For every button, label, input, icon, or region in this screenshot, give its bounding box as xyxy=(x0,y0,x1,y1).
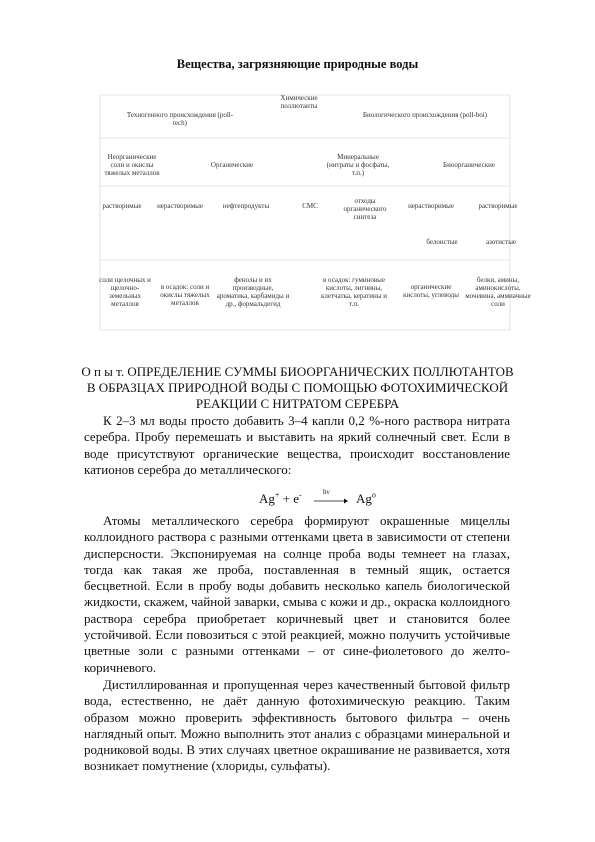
diagram-level1-tech: Техногенного происхождения (poll-tech) xyxy=(126,111,234,127)
ag-metal-symbol: Ag xyxy=(356,491,372,506)
diagram-level3-sms: СМС xyxy=(302,202,318,210)
diagram-leaf-phenols: фенолы и их производные, ароматика, карбамиды и др., формальдегид xyxy=(216,276,290,308)
reaction-arrow-icon xyxy=(314,497,348,505)
diagram-level4-protein: белоистые xyxy=(426,238,458,246)
diagram-level1-bio: Биологического происхождения (poll-boi) xyxy=(362,111,488,119)
diagram-level3-bio-soluble: растворимые xyxy=(478,202,518,210)
diagram-level3-petroleum: нефтепродукты xyxy=(222,202,270,210)
experiment-paragraph-3 xyxy=(84,677,510,775)
reaction-equation xyxy=(0,489,595,509)
diagram-root: Химические поллютанты xyxy=(280,94,318,110)
diagram-leaf-proteins-amines: белки, амины, аминокислоты, мочевина, аммиачные соли xyxy=(465,276,531,308)
diagram-leaf-organic-acids: органические кислоты, углеводы xyxy=(403,283,459,299)
ag-cation-charge: + xyxy=(274,490,280,500)
diagram-level2-bioorganic: Биоорганические xyxy=(443,161,495,169)
diagram-level2-inorganic: Неорганические соли и окислы тяжелых металлов xyxy=(104,153,160,177)
equation-right-side xyxy=(356,491,376,507)
experiment-heading: О п ы т. ОПРЕДЕЛЕНИЕ СУММЫ БИООРГАНИЧЕСКИХ ПОЛЛЮТАНТОВ В ОБРАЗЦАХ ПРИРОДНОЙ ВОДЫ С ПОМОЩЬЮ ФОТОХИМИЧЕСКОЙ РЕАКЦИИ С НИТРАТОМ СЕРЕБРА xyxy=(81,364,514,411)
diagram-level3-insoluble: нерастворимые xyxy=(157,202,203,210)
paragraph-2-text: Атомы металлического серебра формируют окрашенные мицеллы коллоидного раствора с разными оттенками цвета в зависимости от степени дисперсности. Экспонируемая на солнце проба воды темнеет на глазах, тогда как такая же проба, поставленная в темный ящик, остается бесцветной. Если в пробу воды добавить несколько капель биологической жидкости, скажем, чайной заварки, смыва с кожи и др., окраска коллоидного раствора серебра приобретает коричневый цвет и становится более устойчивой. Если повозиться с этой реакцией, можно получить устойчивые цветные золи с разными оттенками – от сине-фиолетового до желто-коричневого. xyxy=(84,513,510,675)
diagram-level2-mineral: Минеральные (нитраты и фосфаты, т.п.) xyxy=(326,153,390,177)
diagram-level3-synthesis-waste: отходы органического синтеза xyxy=(343,197,387,221)
electron-term: + e xyxy=(279,491,300,506)
paragraph-3-text: Дистиллированная и пропущенная через качественный бытовой фильтр вода, естественно, не даёт данную фотохимическую реакцию. Таким образом можно проверить эффективность бытового фильтра – очень наглядный опыт. Можно выполнить этот анализ с образцами минеральной и родниковой воды. В этих случаях цветное окрашивание не развивается, хотя возникает помутнение (хлориды, сульфаты). xyxy=(84,677,510,774)
document-title: Вещества, загрязняющие природные воды xyxy=(176,57,419,71)
experiment-paragraph-1 xyxy=(84,413,510,478)
diagram-level3-soluble: растворимые xyxy=(102,202,142,210)
diagram-level3-bio-insoluble: нерастворимые xyxy=(408,202,454,210)
equation-left-side xyxy=(259,491,302,507)
diagram-leaf-heavy-metals: в осадок: соли и окислы тяжелых металлов xyxy=(160,283,210,307)
ag-metal-charge: o xyxy=(371,490,376,500)
light-energy-label: hν xyxy=(323,488,330,496)
diagram-level2-organic: Органические xyxy=(210,161,254,169)
ag-cation-symbol: Ag xyxy=(259,491,275,506)
diagram-leaf-alkali-salts: соли щелочных и щелочно-земельных металлов xyxy=(99,276,151,308)
experiment-paragraph-2 xyxy=(84,513,510,676)
diagram-level4-nitrogen: азотистые xyxy=(485,238,517,246)
pollutant-classification-diagram xyxy=(0,0,595,345)
electron-charge: - xyxy=(299,490,302,500)
paragraph-1-text: К 2–3 мл воды просто добавить 3–4 капли 0,2 %-ного раствора нитрата серебра. Пробу перемешать и выставить на яркий солнечный свет. Если в воде присутствуют органические вещества, происходит восстановление катионов серебра до металлического: xyxy=(84,413,510,477)
diagram-leaf-humic-acids: в осадок: гуминовые кислоты, лигнины, клетчатка, кератины и т.п. xyxy=(321,276,387,308)
